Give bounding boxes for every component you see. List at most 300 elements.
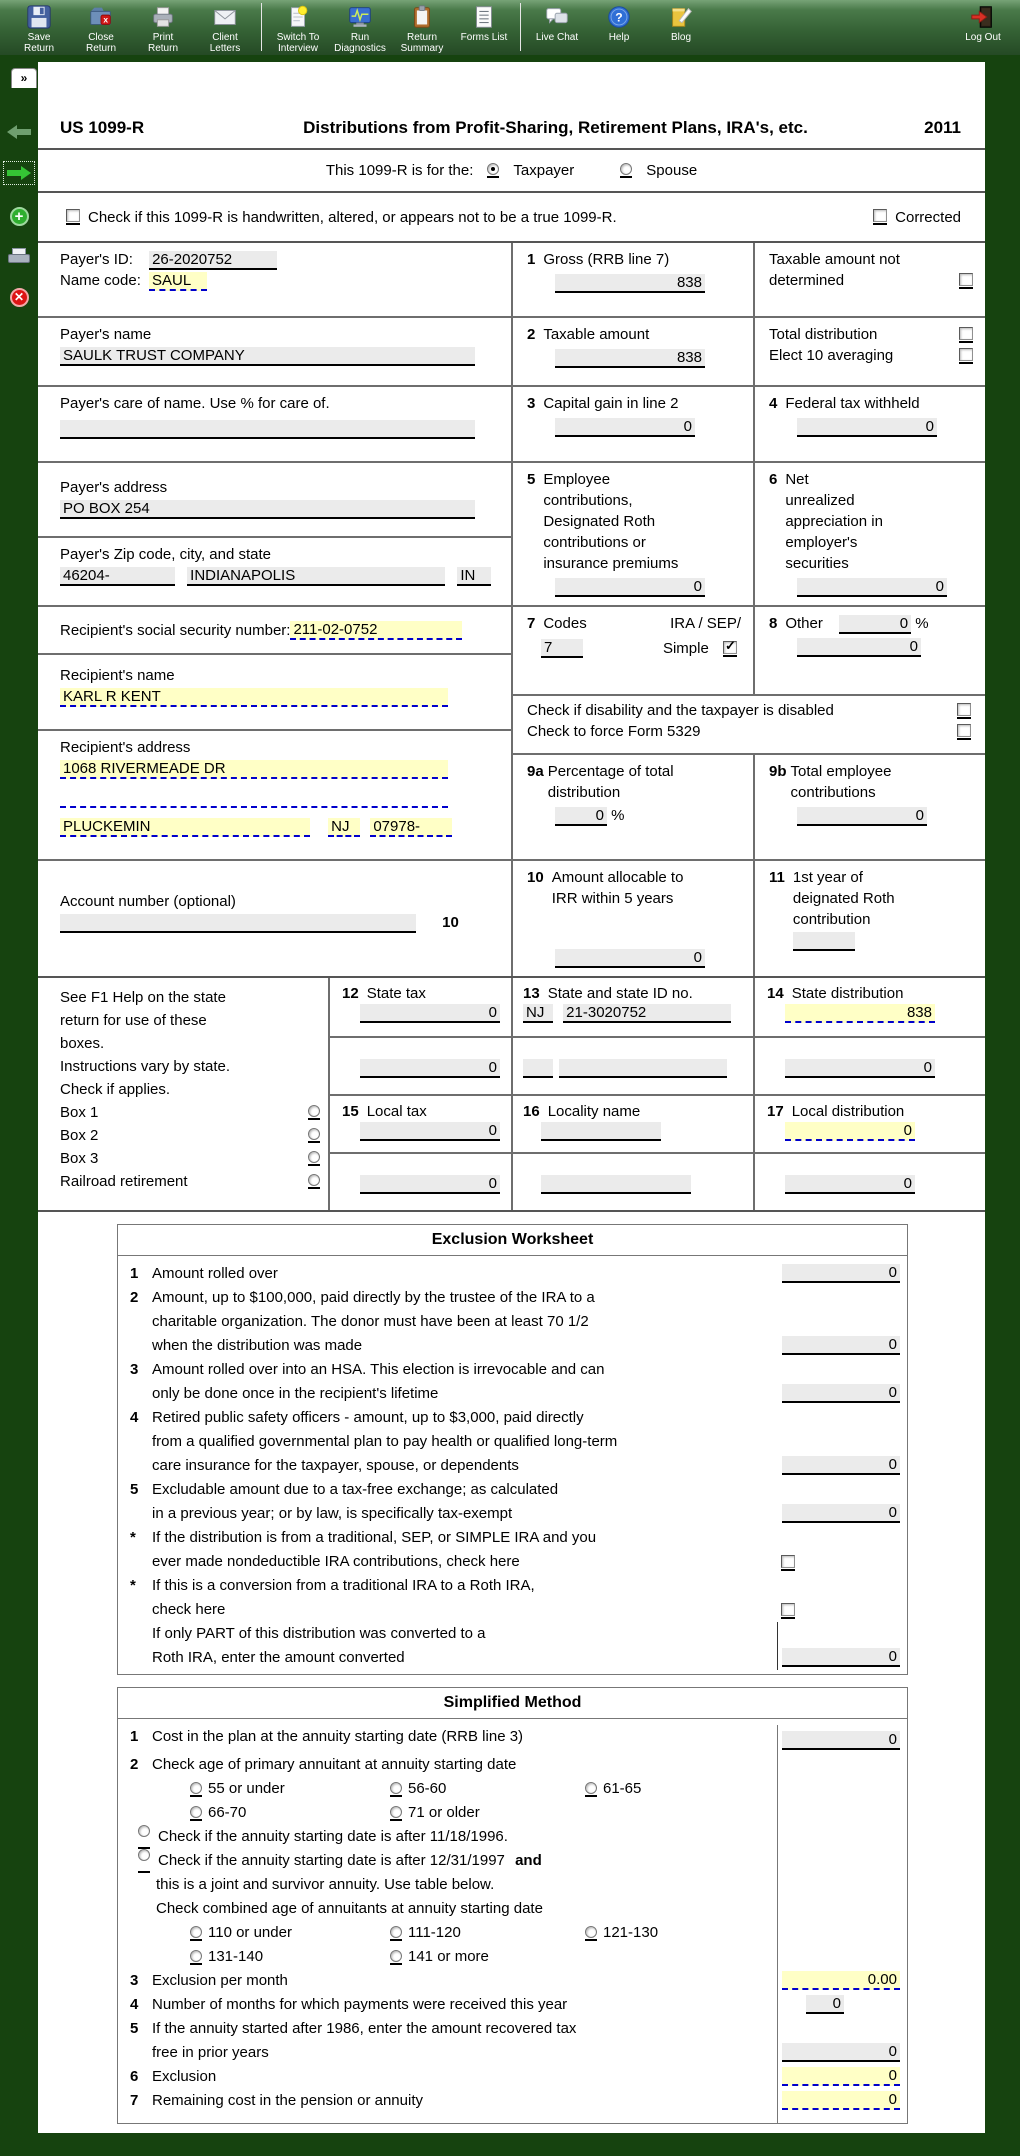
box12-label: State tax bbox=[366, 985, 426, 1002]
worksheet-value-2[interactable]: 0 bbox=[782, 1336, 900, 1355]
railroad-radio[interactable] bbox=[308, 1174, 320, 1189]
combined-110-under-radio[interactable] bbox=[190, 1926, 202, 1941]
payer-zip-field[interactable]: 46204- bbox=[60, 567, 175, 586]
recipient-name-row bbox=[38, 653, 511, 729]
handwritten-checkbox[interactable] bbox=[66, 209, 80, 225]
corrected-checkbox[interactable] bbox=[873, 209, 887, 225]
state-help-line: return for use of these bbox=[60, 1012, 207, 1029]
box10-num: 10 bbox=[527, 869, 544, 886]
toolbar-separator bbox=[520, 3, 521, 51]
item-text: in a previous year; or by law, is specifically tax-exempt bbox=[152, 1505, 513, 1522]
box17-value[interactable]: 0 bbox=[785, 1122, 915, 1141]
item-num: 5 bbox=[130, 1481, 139, 1498]
box8-num: 8 bbox=[769, 615, 778, 632]
box13-num: 13 bbox=[523, 985, 540, 1002]
payer-id-label: Payer's ID: bbox=[60, 251, 133, 268]
box15-value[interactable]: 0 bbox=[360, 1122, 500, 1141]
box3-num: 3 bbox=[527, 395, 536, 412]
item-num: 3 bbox=[130, 1972, 139, 1989]
sm-line5-text: If the annuity started after 1986, enter the amount recovered tax bbox=[152, 2020, 577, 2037]
box6-label: Net bbox=[785, 471, 809, 488]
item-text: only be done once in the recipient's lifetime bbox=[152, 1385, 439, 1402]
box7-label: Codes bbox=[543, 615, 587, 632]
elect-10-averaging-label: Elect 10 averaging bbox=[769, 347, 894, 364]
box1-check-label: Box 1 bbox=[60, 1104, 99, 1121]
taxable-not-determined-label: Taxable amount not bbox=[769, 251, 900, 268]
toolbar-label: Switch To bbox=[276, 32, 320, 43]
age-71-older-radio[interactable] bbox=[390, 1806, 402, 1821]
box6-value[interactable]: 0 bbox=[797, 578, 947, 597]
item-text: If this is a conversion from a traditional IRA to a Roth IRA, bbox=[152, 1577, 535, 1594]
delete-form-button[interactable] bbox=[10, 288, 29, 307]
box13-cell bbox=[511, 978, 753, 1036]
force-5329-checkbox[interactable] bbox=[957, 724, 971, 740]
box17-cell bbox=[753, 1096, 985, 1152]
sm-combined-row1 bbox=[118, 1921, 907, 1945]
box13-id-field[interactable]: 21-3020752 bbox=[563, 1004, 731, 1023]
box14-label: State distribution bbox=[791, 985, 904, 1002]
item-text: charitable organization. The donor must have been at least 70 1/2 bbox=[152, 1313, 589, 1330]
box3-radio[interactable] bbox=[308, 1151, 320, 1166]
box4-num: 4 bbox=[769, 395, 778, 412]
save-icon bbox=[25, 3, 53, 31]
form-year: 2011 bbox=[924, 118, 961, 137]
close-icon bbox=[87, 3, 115, 31]
box5-cell bbox=[513, 463, 755, 605]
box12-num: 12 bbox=[342, 985, 359, 1002]
box15-cell bbox=[330, 1096, 511, 1152]
blog-icon bbox=[667, 3, 695, 31]
toolbar-label: Save bbox=[27, 32, 51, 43]
interview-icon bbox=[284, 3, 312, 31]
box17-label: Local distribution bbox=[791, 1103, 905, 1120]
box9a-label2: distribution bbox=[547, 784, 621, 801]
item-num: 5 bbox=[130, 2020, 139, 2037]
toolbar-label: Live Chat bbox=[535, 32, 579, 43]
worksheet-item-star1 bbox=[118, 1526, 907, 1574]
item-text: Amount, up to $100,000, paid directly by the trustee of the IRA to a bbox=[152, 1289, 595, 1306]
recipient-ssn-label: Recipient's social security number: bbox=[60, 621, 291, 639]
sm-line1-value[interactable]: 0 bbox=[782, 1731, 900, 1750]
svg-text:x: x bbox=[103, 14, 109, 25]
plus-icon: + bbox=[10, 207, 29, 226]
delete-x-icon: ✕ bbox=[10, 288, 29, 307]
item-num: * bbox=[130, 1577, 136, 1594]
box9b-value[interactable]: 0 bbox=[797, 807, 927, 826]
item-num: 6 bbox=[130, 2068, 139, 2085]
age-option-label: 61-65 bbox=[603, 1780, 642, 1797]
disability-cell bbox=[513, 696, 985, 753]
sm-line7-value[interactable]: 0 bbox=[782, 2091, 900, 2110]
close-return-button[interactable] bbox=[70, 3, 132, 54]
client-letters-button[interactable] bbox=[194, 3, 256, 54]
form-1099r bbox=[38, 62, 985, 2133]
age-66-70-radio[interactable] bbox=[190, 1806, 202, 1821]
taxable-not-determined-label2: determined bbox=[769, 272, 845, 289]
item-num: 4 bbox=[130, 1409, 139, 1426]
sm-line2 bbox=[118, 1753, 907, 1777]
forms-list-button[interactable] bbox=[453, 3, 515, 43]
box1-value[interactable]: 838 bbox=[555, 274, 705, 293]
after-1997-cont-label: this is a joint and survivor annuity. Use table below. bbox=[156, 1876, 495, 1893]
item-text: Excludable amount due to a tax-free exchange; as calculated bbox=[152, 1481, 559, 1498]
box10-label: Amount allocable to bbox=[551, 869, 684, 886]
total-distribution-label: Total distribution bbox=[769, 326, 878, 343]
print-form-button[interactable] bbox=[8, 248, 30, 266]
item-text: If only PART of this distribution was converted to a bbox=[152, 1625, 486, 1642]
box9b-label2: contributions bbox=[790, 784, 876, 801]
item-text: Amount rolled over into an HSA. This election is irrevocable and can bbox=[152, 1361, 605, 1378]
box2-label: Taxable amount bbox=[543, 326, 650, 343]
taxable-not-determined-checkbox[interactable] bbox=[959, 273, 973, 289]
sm-ages-row1 bbox=[118, 1777, 907, 1801]
add-form-button[interactable] bbox=[10, 207, 29, 226]
form-title: Distributions from Profit-Sharing, Retirement Plans, IRA's, etc. bbox=[303, 118, 808, 137]
box10-value[interactable]: 0 bbox=[555, 949, 705, 968]
combined-131-140-radio[interactable] bbox=[190, 1950, 202, 1965]
box7-code-field[interactable]: 7 bbox=[541, 639, 583, 658]
item-num: * bbox=[130, 1529, 136, 1546]
worksheet-value-part[interactable]: 0 bbox=[782, 1648, 900, 1667]
box3-check-label: Box 3 bbox=[60, 1150, 99, 1167]
box2-value[interactable]: 838 bbox=[555, 349, 705, 368]
box16-row2-cell bbox=[511, 1154, 753, 1210]
box8-pct-field[interactable]: 0 bbox=[839, 615, 911, 634]
state-help-cell bbox=[38, 978, 330, 1210]
item-text: Roth IRA, enter the amount converted bbox=[152, 1649, 405, 1666]
clipboard-icon bbox=[408, 3, 436, 31]
state-help-line: See F1 Help on the state bbox=[60, 989, 226, 1006]
sm-line6-value[interactable]: 0 bbox=[782, 2067, 900, 2086]
box17-value2[interactable]: 0 bbox=[785, 1175, 915, 1194]
sm-line1-text: Cost in the plan at the annuity starting date (RRB line 3) bbox=[152, 1728, 524, 1745]
box8-value[interactable]: 0 bbox=[797, 638, 921, 657]
toolbar-label: Forms List bbox=[460, 32, 508, 43]
combined-age-label: Check combined age of annuitants at annuity starting date bbox=[156, 1900, 543, 1917]
help-icon bbox=[605, 3, 633, 31]
worksheet-item-1 bbox=[118, 1262, 907, 1286]
forward-arrow-button[interactable] bbox=[3, 161, 35, 185]
box12-cell bbox=[330, 978, 511, 1036]
sm-line3 bbox=[118, 1969, 907, 1993]
percent-sign: % bbox=[611, 807, 625, 824]
box13-row2-cell bbox=[511, 1038, 753, 1094]
box13-state-field[interactable]: NJ bbox=[523, 1004, 553, 1023]
box15-label: Local tax bbox=[366, 1103, 427, 1120]
recipient-address-label: Recipient's address bbox=[60, 739, 191, 756]
payer-state-field[interactable]: IN bbox=[457, 567, 491, 586]
payer-zip-row bbox=[38, 536, 511, 605]
box6-label: unrealized bbox=[785, 492, 855, 509]
box8-cell bbox=[755, 607, 985, 694]
sm-line7-text: Remaining cost in the pension or annuity bbox=[152, 2092, 423, 2109]
worksheet-value-3[interactable]: 0 bbox=[782, 1384, 900, 1403]
sm-line5-value[interactable]: 0 bbox=[782, 2043, 900, 2062]
payer-zip-label: Payer's Zip code, city, and state bbox=[60, 546, 272, 563]
spouse-radio[interactable] bbox=[620, 163, 632, 178]
box14-value[interactable]: 838 bbox=[785, 1004, 935, 1023]
item-num: 2 bbox=[130, 1289, 139, 1306]
payer-id-row bbox=[38, 243, 511, 316]
payer-city-field[interactable]: INDIANAPOLIS bbox=[187, 567, 445, 586]
and-bold: and bbox=[515, 1852, 542, 1869]
worksheet-item-part bbox=[118, 1622, 907, 1670]
item-text: If the distribution is from a traditional, SEP, or SIMPLE IRA and you bbox=[152, 1529, 597, 1546]
print-return-button[interactable] bbox=[132, 3, 194, 54]
box12-row2-cell bbox=[330, 1038, 511, 1094]
recipient-state-field[interactable]: NJ bbox=[328, 818, 360, 837]
expand-panel-tab[interactable]: » bbox=[11, 68, 37, 88]
combined-141-more-radio[interactable] bbox=[390, 1950, 402, 1965]
box10-label2: IRR within 5 years bbox=[551, 890, 674, 907]
ira-sep-simple-checkbox[interactable] bbox=[723, 641, 737, 657]
account-number-field[interactable] bbox=[60, 914, 416, 933]
simplified-method-title: Simplified Method bbox=[118, 1688, 907, 1719]
box8-label: Other bbox=[785, 615, 823, 632]
box5-label: contributions or bbox=[543, 534, 646, 551]
combined-121-130-radio[interactable] bbox=[585, 1926, 597, 1941]
corrected-label: Corrected bbox=[895, 208, 961, 226]
combined-option-label: 110 or under bbox=[208, 1924, 292, 1941]
box9b-label: Total employee bbox=[790, 763, 892, 780]
after-1997-radio[interactable] bbox=[138, 1849, 150, 1873]
box3-label: Capital gain in line 2 bbox=[543, 395, 679, 412]
box7-num: 7 bbox=[527, 615, 536, 632]
item-num: 1 bbox=[130, 1265, 139, 1282]
box6-cell bbox=[755, 463, 985, 605]
box4-label: Federal tax withheld bbox=[785, 395, 920, 412]
sm-line5-text2: free in prior years bbox=[152, 2044, 269, 2061]
chat-icon bbox=[543, 3, 571, 31]
worksheet-value-5[interactable]: 0 bbox=[782, 1504, 900, 1523]
sm-line3-value[interactable]: 0.00 bbox=[782, 1971, 900, 1990]
sm-line4-text: Number of months for which payments were received this year bbox=[152, 1996, 568, 2013]
age-option-label: 55 or under bbox=[208, 1780, 285, 1797]
box6-label: employer's bbox=[785, 534, 858, 551]
taxpayer-radio[interactable] bbox=[487, 163, 499, 178]
box15-value2[interactable]: 0 bbox=[360, 1175, 500, 1194]
toolbar-label: Client bbox=[212, 32, 238, 43]
help-button[interactable] bbox=[588, 3, 650, 43]
box3-cell bbox=[513, 387, 755, 461]
total-distribution-cell bbox=[755, 318, 985, 385]
forward-arrow-icon bbox=[7, 166, 31, 180]
recipient-ssn-field[interactable]: 211-02-0752 bbox=[290, 621, 462, 640]
age-56-60-radio[interactable] bbox=[390, 1782, 402, 1797]
recipient-name-label: Recipient's name bbox=[60, 667, 175, 684]
live-chat-button[interactable] bbox=[526, 3, 588, 43]
force-5329-label: Check to force Form 5329 bbox=[527, 723, 701, 740]
item-text: check here bbox=[152, 1601, 226, 1618]
item-num: 2 bbox=[130, 1756, 139, 1773]
payer-recipient-column bbox=[38, 243, 513, 976]
recipient-address2-field[interactable] bbox=[60, 789, 448, 808]
toolbar-label: Print bbox=[152, 32, 174, 43]
age-61-65-radio[interactable] bbox=[585, 1782, 597, 1797]
sm-line6 bbox=[118, 2065, 907, 2089]
worksheet-item-2 bbox=[118, 1286, 907, 1358]
recipient-ssn-row bbox=[38, 605, 511, 653]
box9a-cell bbox=[513, 755, 755, 859]
item-text: care insurance for the taxpayer, spouse, or dependents bbox=[152, 1457, 519, 1474]
box2-check-label: Box 2 bbox=[60, 1127, 99, 1144]
box13-id2-field[interactable] bbox=[559, 1059, 727, 1078]
payer-care-row bbox=[38, 385, 511, 461]
box16-value[interactable] bbox=[541, 1122, 661, 1141]
recipient-zip-field[interactable]: 07978- bbox=[370, 818, 452, 837]
toolbar-label: Log Out bbox=[965, 32, 1001, 43]
spouse-label: Spouse bbox=[646, 162, 698, 179]
recipient-city-field[interactable]: PLUCKEMIN bbox=[60, 818, 310, 837]
box17-num: 17 bbox=[767, 1103, 784, 1120]
box1-radio[interactable] bbox=[308, 1105, 320, 1120]
worksheet-item-3 bbox=[118, 1358, 907, 1406]
item-num: 7 bbox=[130, 2092, 139, 2109]
toolbar-label: Run bbox=[350, 32, 370, 43]
payer-care-field[interactable] bbox=[60, 420, 475, 439]
roth-conversion-checkbox[interactable] bbox=[781, 1603, 795, 1619]
sm-line3-text: Exclusion per month bbox=[152, 1972, 288, 1989]
box14-cell bbox=[753, 978, 985, 1036]
combined-111-120-radio[interactable] bbox=[390, 1926, 402, 1941]
box14-row2-cell bbox=[753, 1038, 985, 1094]
box1-cell bbox=[513, 243, 755, 316]
box15-row2-cell bbox=[330, 1154, 511, 1210]
box12-value[interactable]: 0 bbox=[360, 1004, 500, 1023]
toolbar-label: Return bbox=[406, 32, 437, 43]
box9b-num: 9b bbox=[769, 763, 787, 780]
payer-name-row bbox=[38, 316, 511, 385]
svg-text:?: ? bbox=[615, 10, 623, 25]
recipient-address-field[interactable]: 1068 RIVERMEADE DR bbox=[60, 760, 448, 779]
item-text: from a qualified governmental plan to pay health or qualified long-term bbox=[152, 1433, 618, 1450]
item-num: 4 bbox=[130, 1996, 139, 2013]
box1-num: 1 bbox=[527, 251, 536, 268]
item-text: Amount rolled over bbox=[152, 1265, 278, 1282]
box9a-label: Percentage of total bbox=[547, 763, 674, 780]
box13-label: State and state ID no. bbox=[547, 985, 693, 1002]
sm-line1 bbox=[118, 1719, 907, 1753]
recipient-name-field[interactable]: KARL R KENT bbox=[60, 688, 448, 707]
box10-cell bbox=[513, 861, 755, 976]
worksheet-value-4[interactable]: 0 bbox=[782, 1456, 900, 1475]
age-option-label: 56-60 bbox=[408, 1780, 447, 1797]
switch-to-interview-button[interactable] bbox=[267, 3, 329, 54]
box2-radio[interactable] bbox=[308, 1128, 320, 1143]
box5-value[interactable]: 0 bbox=[555, 578, 705, 597]
simplified-method bbox=[117, 1687, 908, 2124]
taxable-not-determined-cell bbox=[755, 243, 985, 316]
box11-value[interactable] bbox=[793, 932, 855, 951]
logout-icon bbox=[969, 3, 997, 31]
name-code-label: Name code: bbox=[60, 272, 141, 289]
disability-label: Check if disability and the taxpayer is disabled bbox=[527, 702, 834, 719]
elect-10-averaging-checkbox[interactable] bbox=[959, 348, 973, 364]
box16-value2[interactable] bbox=[541, 1175, 691, 1194]
toolbar-label: Diagnostics bbox=[334, 43, 386, 54]
box3-value[interactable]: 0 bbox=[555, 418, 695, 437]
forms-list-icon bbox=[470, 3, 498, 31]
toolbar-label: Interview bbox=[277, 43, 318, 54]
worksheet-value-1[interactable]: 0 bbox=[782, 1264, 900, 1283]
sm-combined-row2 bbox=[118, 1945, 907, 1969]
return-summary-button[interactable] bbox=[391, 3, 453, 54]
combined-option-label: 141 or more bbox=[408, 1948, 489, 1965]
for-label: This 1099-R is for the: bbox=[325, 162, 474, 179]
combined-option-label: 121-130 bbox=[603, 1924, 659, 1941]
box14-value2[interactable]: 0 bbox=[785, 1059, 935, 1078]
combined-option-label: 111-120 bbox=[408, 1924, 461, 1941]
sm-line2-text: Check age of primary annuitant at annuity starting date bbox=[152, 1756, 517, 1773]
diagnostics-icon bbox=[346, 3, 374, 31]
item-text: Retired public safety officers - amount, up to $3,000, paid directly bbox=[152, 1409, 584, 1426]
box16-label: Locality name bbox=[547, 1103, 641, 1120]
after-1997-label: Check if the annuity starting date is after 12/31/1997 bbox=[158, 1852, 505, 1869]
sm-1997-cont-row bbox=[118, 1873, 907, 1897]
state-help-line: Instructions vary by state. bbox=[60, 1058, 231, 1075]
box11-num: 11 bbox=[769, 869, 785, 886]
box4-cell bbox=[755, 387, 985, 461]
toolbar-label: Blog bbox=[670, 32, 691, 43]
after-1996-label: Check if the annuity starting date is after 11/18/1996. bbox=[158, 1828, 508, 1845]
payer-name-field[interactable]: SAULK TRUST COMPANY bbox=[60, 347, 475, 366]
payer-address-field[interactable]: PO BOX 254 bbox=[60, 500, 475, 519]
toolbar-label: Return bbox=[147, 43, 178, 54]
back-arrow-button[interactable] bbox=[7, 125, 31, 139]
disability-checkbox[interactable] bbox=[957, 703, 971, 719]
payer-id-field[interactable]: 26-2020752 bbox=[149, 251, 277, 270]
box11-label3: contribution bbox=[792, 911, 871, 928]
account-number-row bbox=[38, 859, 511, 976]
name-code-field[interactable]: SAUL bbox=[149, 272, 207, 291]
box1-label: Gross (RRB line 7) bbox=[543, 251, 670, 268]
handwritten-label: Check if this 1099-R is handwritten, altered, or appears not to be a true 1099-R. bbox=[88, 208, 617, 226]
run-diagnostics-button[interactable] bbox=[329, 3, 391, 54]
age-55-under-radio[interactable] bbox=[190, 1782, 202, 1797]
sm-line5 bbox=[118, 2017, 907, 2065]
box12-value2[interactable]: 0 bbox=[360, 1059, 500, 1078]
box17-row2-cell bbox=[753, 1154, 985, 1210]
railroad-check-label: Railroad retirement bbox=[60, 1173, 188, 1190]
box4-value[interactable]: 0 bbox=[797, 418, 937, 437]
log-out-button[interactable] bbox=[952, 3, 1014, 43]
box16-num: 16 bbox=[523, 1103, 540, 1120]
exclusion-worksheet-title: Exclusion Worksheet bbox=[118, 1225, 907, 1256]
box11-cell bbox=[755, 861, 985, 976]
toolbar-label: Letters bbox=[209, 43, 241, 54]
box15-num: 15 bbox=[342, 1103, 359, 1120]
item-text: ever made nondeductible IRA contributions, check here bbox=[152, 1553, 520, 1570]
sm-line4-value[interactable]: 0 bbox=[806, 1995, 844, 2014]
total-distribution-checkbox[interactable] bbox=[959, 327, 973, 343]
nondeductible-ira-checkbox[interactable] bbox=[781, 1555, 795, 1571]
toolbar-label: Help bbox=[608, 32, 630, 43]
box5-label: Designated Roth bbox=[543, 513, 656, 530]
box9a-value[interactable]: 0 bbox=[555, 807, 607, 826]
left-sidebar bbox=[0, 55, 38, 2156]
back-arrow-icon bbox=[7, 125, 31, 139]
account-number-label: Account number (optional) bbox=[60, 893, 236, 910]
form-id: US 1099-R bbox=[60, 118, 145, 137]
box13-state2-field[interactable] bbox=[523, 1059, 553, 1078]
box5-label: contributions, bbox=[543, 492, 633, 509]
save-return-button[interactable] bbox=[8, 3, 70, 54]
sm-line6-text: Exclusion bbox=[152, 2068, 217, 2085]
blog-button[interactable] bbox=[650, 3, 712, 43]
after-1996-radio[interactable] bbox=[138, 1825, 150, 1849]
sm-1997-row bbox=[118, 1849, 907, 1873]
item-num: 1 bbox=[130, 1728, 139, 1745]
